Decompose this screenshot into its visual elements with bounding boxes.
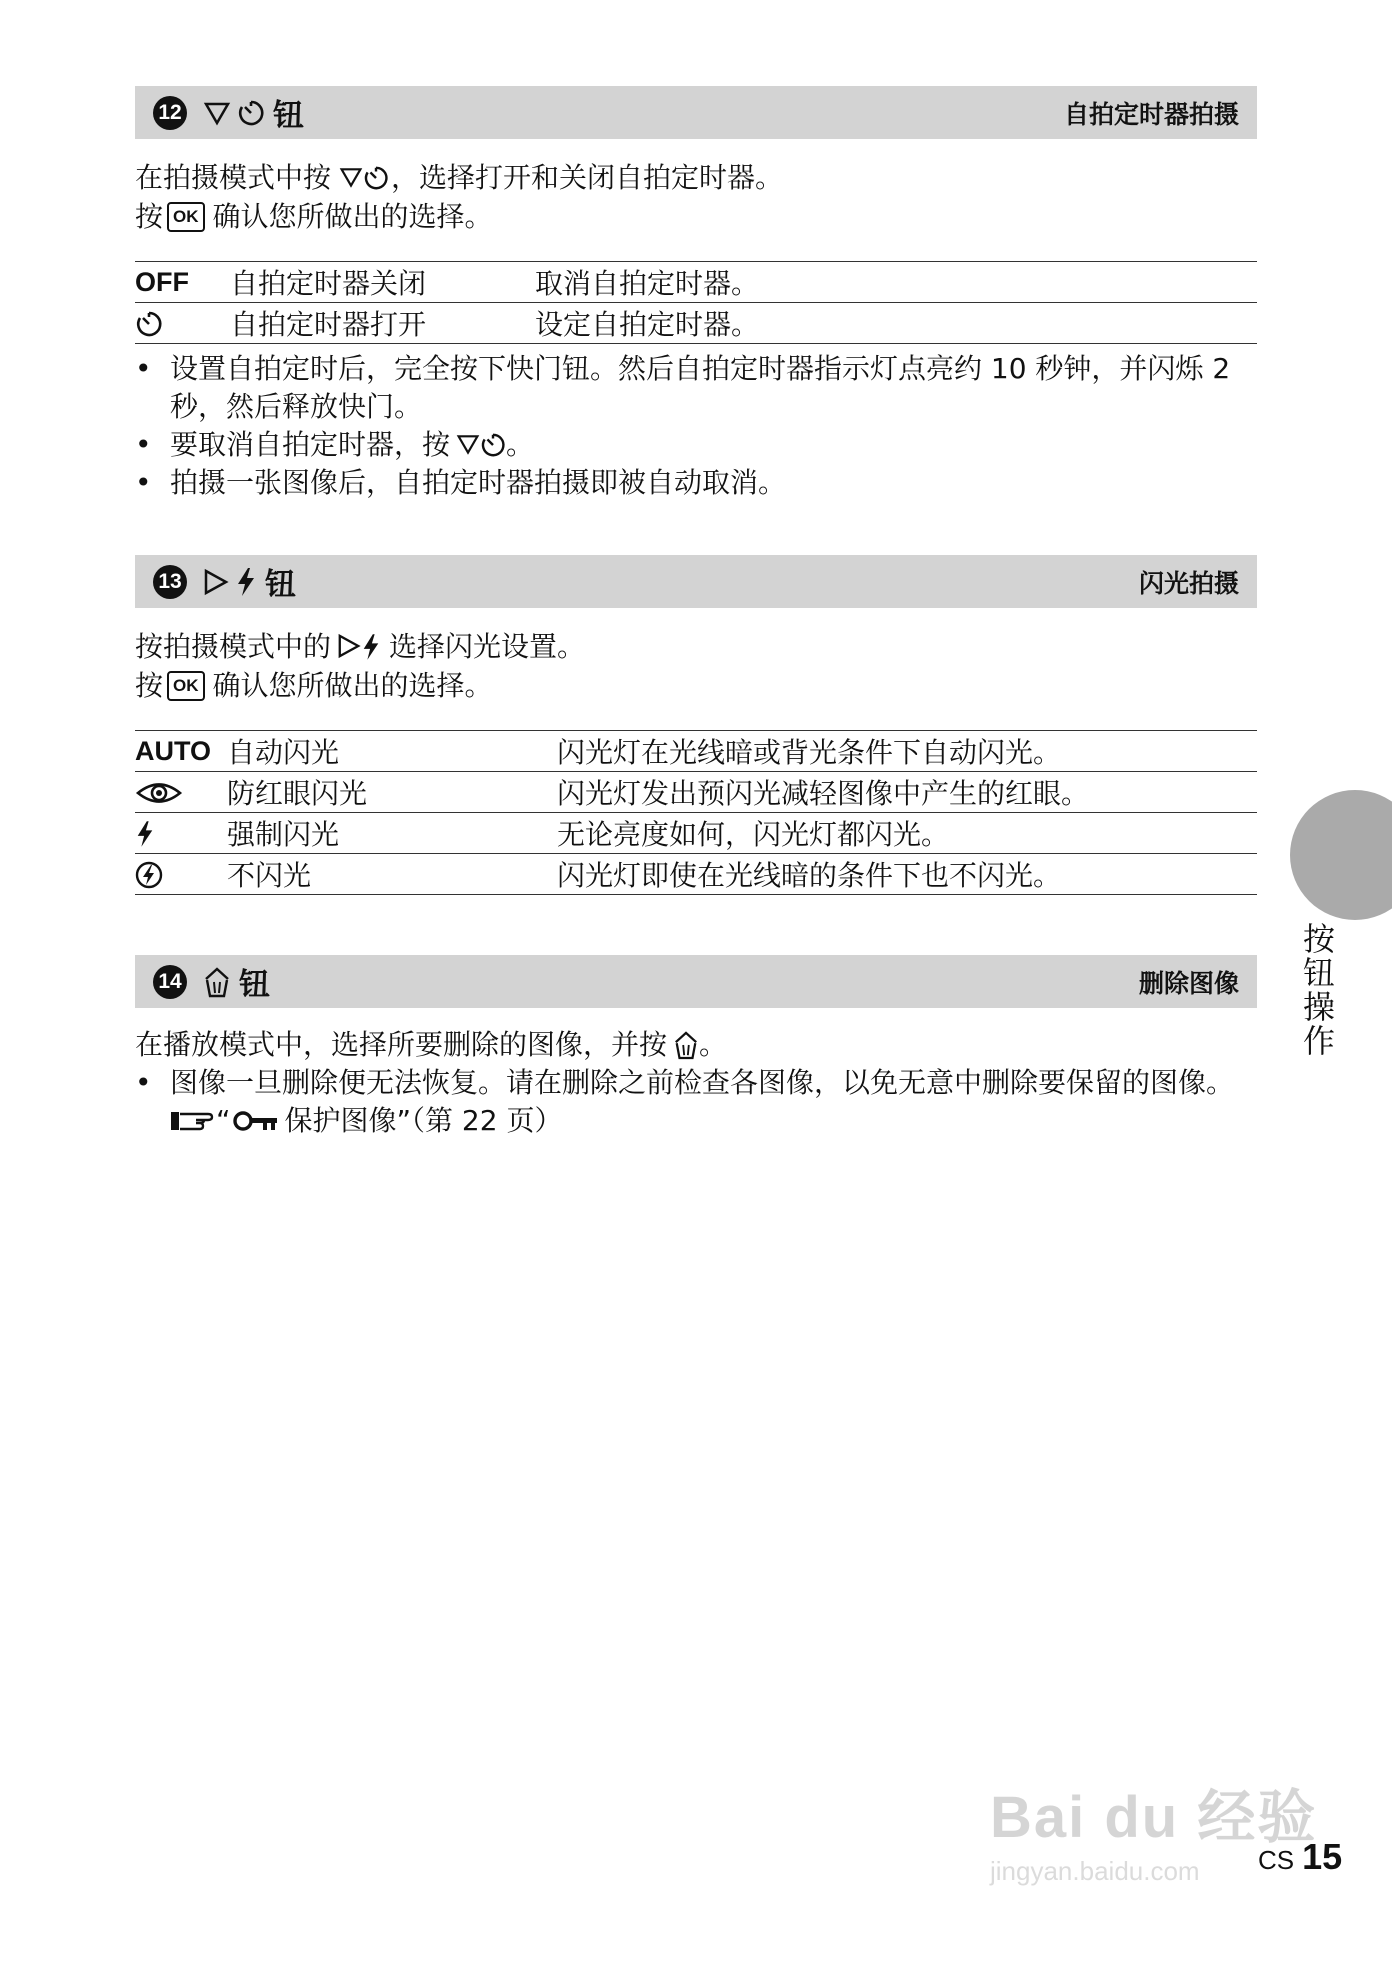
option-name: 强制闪光: [227, 813, 557, 854]
flash-icon: [135, 813, 227, 854]
section-header: [135, 555, 1257, 608]
text: 按拍摄模式中的: [135, 630, 332, 663]
table-row: [135, 772, 1257, 813]
list-item: • 图像一旦删除便无法恢复。请在删除之前检查各图像，以免无意中删除要保留的图像。: [135, 1064, 1257, 1102]
side-chapter-label: 按钮操作: [1298, 922, 1336, 1058]
instructions: [135, 158, 1257, 236]
options-table: [135, 261, 1257, 344]
option-key: AUTO: [135, 731, 227, 772]
self-timer-icon: [135, 303, 230, 344]
notes-list: [135, 350, 1257, 502]
button-label: 钮: [265, 567, 296, 603]
text: 保护图像”（第 22 页）: [284, 1104, 563, 1137]
option-name: 不闪光: [227, 854, 557, 895]
text: ，选择打开和关闭自拍定时器。: [391, 161, 784, 194]
text: 确认您所做出的选择。: [212, 669, 493, 702]
text: “: [216, 1104, 231, 1137]
table-row: [135, 262, 1257, 303]
option-desc: 闪光灯在光线暗或背光条件下自动闪光。: [557, 731, 1257, 772]
text: 。: [506, 428, 535, 461]
option-desc: 闪光灯发出预闪光减轻图像中产生的红眼。: [557, 772, 1257, 813]
page-number: 15: [1302, 1836, 1343, 1877]
option-desc: 闪光灯即使在光线暗的条件下也不闪光。: [557, 854, 1257, 895]
down-self-timer-icon: [456, 432, 506, 458]
side-tab-marker: [1290, 790, 1392, 920]
ok-button-icon: OK: [167, 202, 205, 232]
table-row: [135, 813, 1257, 854]
button-label: 钮: [273, 98, 304, 134]
text: 在拍摄模式中按: [135, 161, 332, 194]
right-flash-icon: [203, 567, 257, 597]
text: 确认您所做出的选择。: [212, 200, 493, 233]
down-self-timer-icon: [339, 165, 389, 191]
key-protect-icon: [233, 1109, 279, 1133]
list-item: • 拍摄一张图像后，自拍定时器拍摄即被自动取消。: [135, 464, 1257, 502]
section-header: [135, 955, 1257, 1008]
section-title: 自拍定时器拍摄: [1063, 99, 1239, 129]
section-title: 闪光拍摄: [1138, 568, 1239, 598]
section-flash: [135, 555, 1257, 895]
option-desc: 设定自拍定时器。: [535, 303, 1257, 344]
button-label: 钮: [239, 967, 270, 1003]
instructions: [135, 627, 1257, 705]
ok-button-icon: OK: [167, 671, 205, 701]
watermark-url: jingyan.baidu.com: [990, 1856, 1200, 1886]
section-title: 删除图像: [1138, 968, 1239, 998]
instructions: [135, 1025, 1257, 1064]
language-code: CS: [1258, 1845, 1295, 1875]
text: 按: [135, 669, 164, 702]
section-delete: [135, 955, 1257, 1140]
option-key: OFF: [135, 262, 230, 303]
section-number: 13: [153, 565, 187, 599]
option-name: 自动闪光: [227, 731, 557, 772]
table-row: [135, 854, 1257, 895]
option-name: 防红眼闪光: [227, 772, 557, 813]
text: • 要取消自拍定时器，按: [170, 428, 451, 461]
options-table: [135, 730, 1257, 895]
right-flash-icon: [337, 633, 381, 661]
section-number: 14: [153, 965, 187, 999]
text: 在播放模式中，选择所要删除的图像，并按: [135, 1028, 668, 1061]
flash-off-icon: [135, 854, 227, 895]
notes-list: [135, 1064, 1257, 1102]
section-self-timer: [135, 86, 1257, 502]
down-self-timer-icon: [203, 99, 265, 127]
text: 选择闪光设置。: [389, 630, 586, 663]
option-name: 自拍定时器打开: [230, 303, 535, 344]
table-row: [135, 303, 1257, 344]
option-name: 自拍定时器关闭: [230, 262, 535, 303]
watermark-brand: Bai du 经验: [990, 1785, 1318, 1850]
trash-icon: [673, 1030, 699, 1060]
section-number: 12: [153, 96, 187, 130]
list-item: [135, 426, 1257, 464]
red-eye-icon: [135, 772, 227, 813]
page-footer: [1258, 1836, 1342, 1878]
text: 。: [699, 1028, 728, 1061]
text: 按: [135, 200, 164, 233]
table-row: [135, 731, 1257, 772]
option-desc: 无论亮度如何，闪光灯都闪光。: [557, 813, 1257, 854]
section-header: [135, 86, 1257, 139]
cross-reference: [135, 1102, 1257, 1140]
reference-hand-icon: [170, 1108, 214, 1134]
option-desc: 取消自拍定时器。: [535, 262, 1257, 303]
list-item: • 设置自拍定时后，完全按下快门钮。然后自拍定时器指示灯点亮约 10 秒钟，并闪烁 2秒，然后释放快门。: [135, 350, 1257, 426]
trash-icon: [203, 966, 231, 998]
